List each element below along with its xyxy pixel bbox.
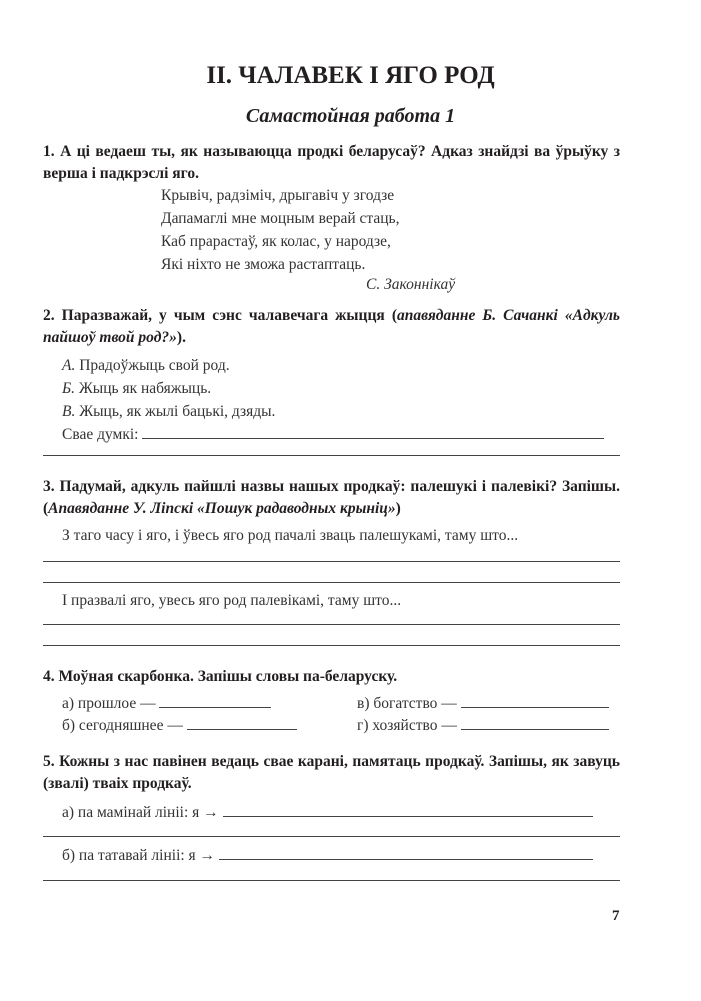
answer-line[interactable] <box>461 729 609 730</box>
poem <box>161 184 399 276</box>
option-c[interactable] <box>62 400 604 423</box>
q3-prompt-1: З таго часу і яго, і ўвесь яго род пачалі зваць палешукамі, таму што... <box>62 527 519 544</box>
q2-text: 2. Паразважай, у чым сэнс чалавечага жыцця ( <box>43 307 397 324</box>
lineage-label: а) па мамінай лініі: я → <box>62 804 219 821</box>
own-thoughts <box>62 423 604 446</box>
q2-close: ). <box>176 329 186 346</box>
vocab-word: в) богатство — <box>357 695 457 712</box>
option-text: Прадоўжыць свой род. <box>75 357 230 374</box>
own-thoughts-label: Свае думкі: <box>62 426 139 443</box>
answer-line[interactable] <box>142 438 604 439</box>
vocab-word: б) сегодняшнее — <box>62 717 183 734</box>
question-5: 5. Кожны з нас павінен ведаць свае карані, памятаць продкаў. Запішы, як завуць (звалі) тваіх продкаў. <box>43 753 620 792</box>
q2-options <box>62 354 604 446</box>
option-letter: А. <box>62 357 76 374</box>
answer-line[interactable] <box>43 880 620 881</box>
answer-line[interactable] <box>219 859 593 860</box>
answer-line[interactable] <box>43 645 620 646</box>
answer-line[interactable] <box>187 729 297 730</box>
vocab-word: а) прошлое — <box>62 695 156 712</box>
question-4: 4. Моўная скарбонка. Запішы словы па-беларуску. <box>43 668 398 685</box>
q3-source: Апавяданне У. Ліпскі «Пошук радаводных крыніц» <box>48 500 396 517</box>
option-a[interactable] <box>62 354 604 377</box>
answer-line[interactable] <box>43 836 620 837</box>
option-text: Жыць, як жылі бацькі, дзяды. <box>75 403 276 420</box>
question-3 <box>43 476 620 520</box>
worksheet-subtitle: Самастойная работа 1 <box>245 105 456 127</box>
vocab-b <box>62 717 297 735</box>
vocab-d <box>357 717 609 735</box>
lineage-mother <box>62 804 593 822</box>
lineage-label: б) па татавай лініі: я → <box>62 847 216 864</box>
section-title: II. ЧАЛАВЕК І ЯГО РОД <box>206 62 495 89</box>
q3-close: ) <box>395 500 401 517</box>
q3-text: 3. Падумай, адкуль пайшлі назвы нашых продкаў: палешукі і палевікі? Запішы. ( <box>43 478 620 517</box>
option-text: Жыць як набяжыць. <box>75 380 212 397</box>
lineage-father <box>62 847 593 865</box>
poem-author: С. Законнікаў <box>366 276 456 293</box>
poem-line: Крывіч, радзіміч, дрыгавіч у згодзе <box>161 187 395 204</box>
answer-line[interactable] <box>43 455 620 456</box>
answer-line[interactable] <box>461 707 609 708</box>
poem-line: Каб прарастаў, як колас, у народзе, <box>161 233 391 250</box>
answer-line[interactable] <box>43 624 620 625</box>
page-number: 7 <box>612 908 620 924</box>
vocab-word: г) хозяйство — <box>357 717 457 734</box>
q3-prompt-2: І празвалі яго, увесь яго род палевікамі, таму што... <box>62 592 402 609</box>
vocab-a <box>62 695 271 713</box>
option-b[interactable] <box>62 377 604 400</box>
q2-source: апавяданне Б. Сачанкі «Адкуль пайшоў твой род?» <box>43 307 620 346</box>
poem-line: Які ніхто не зможа растаптаць. <box>161 256 366 273</box>
vocab-c <box>357 695 609 713</box>
poem-line: Дапамаглі мне моцным верай стаць, <box>161 210 400 227</box>
answer-line[interactable] <box>43 561 620 562</box>
answer-line[interactable] <box>223 816 593 817</box>
option-letter: Б. <box>62 380 76 397</box>
question-1: 1. А ці ведаеш ты, як называюцца продкі беларусаў? Адказ знайдзі ва ўрыўку з верша і падкрэслі яго. <box>43 143 620 182</box>
question-2 <box>43 305 620 349</box>
option-letter: В. <box>62 403 76 420</box>
answer-line[interactable] <box>43 582 620 583</box>
answer-line[interactable] <box>159 707 271 708</box>
